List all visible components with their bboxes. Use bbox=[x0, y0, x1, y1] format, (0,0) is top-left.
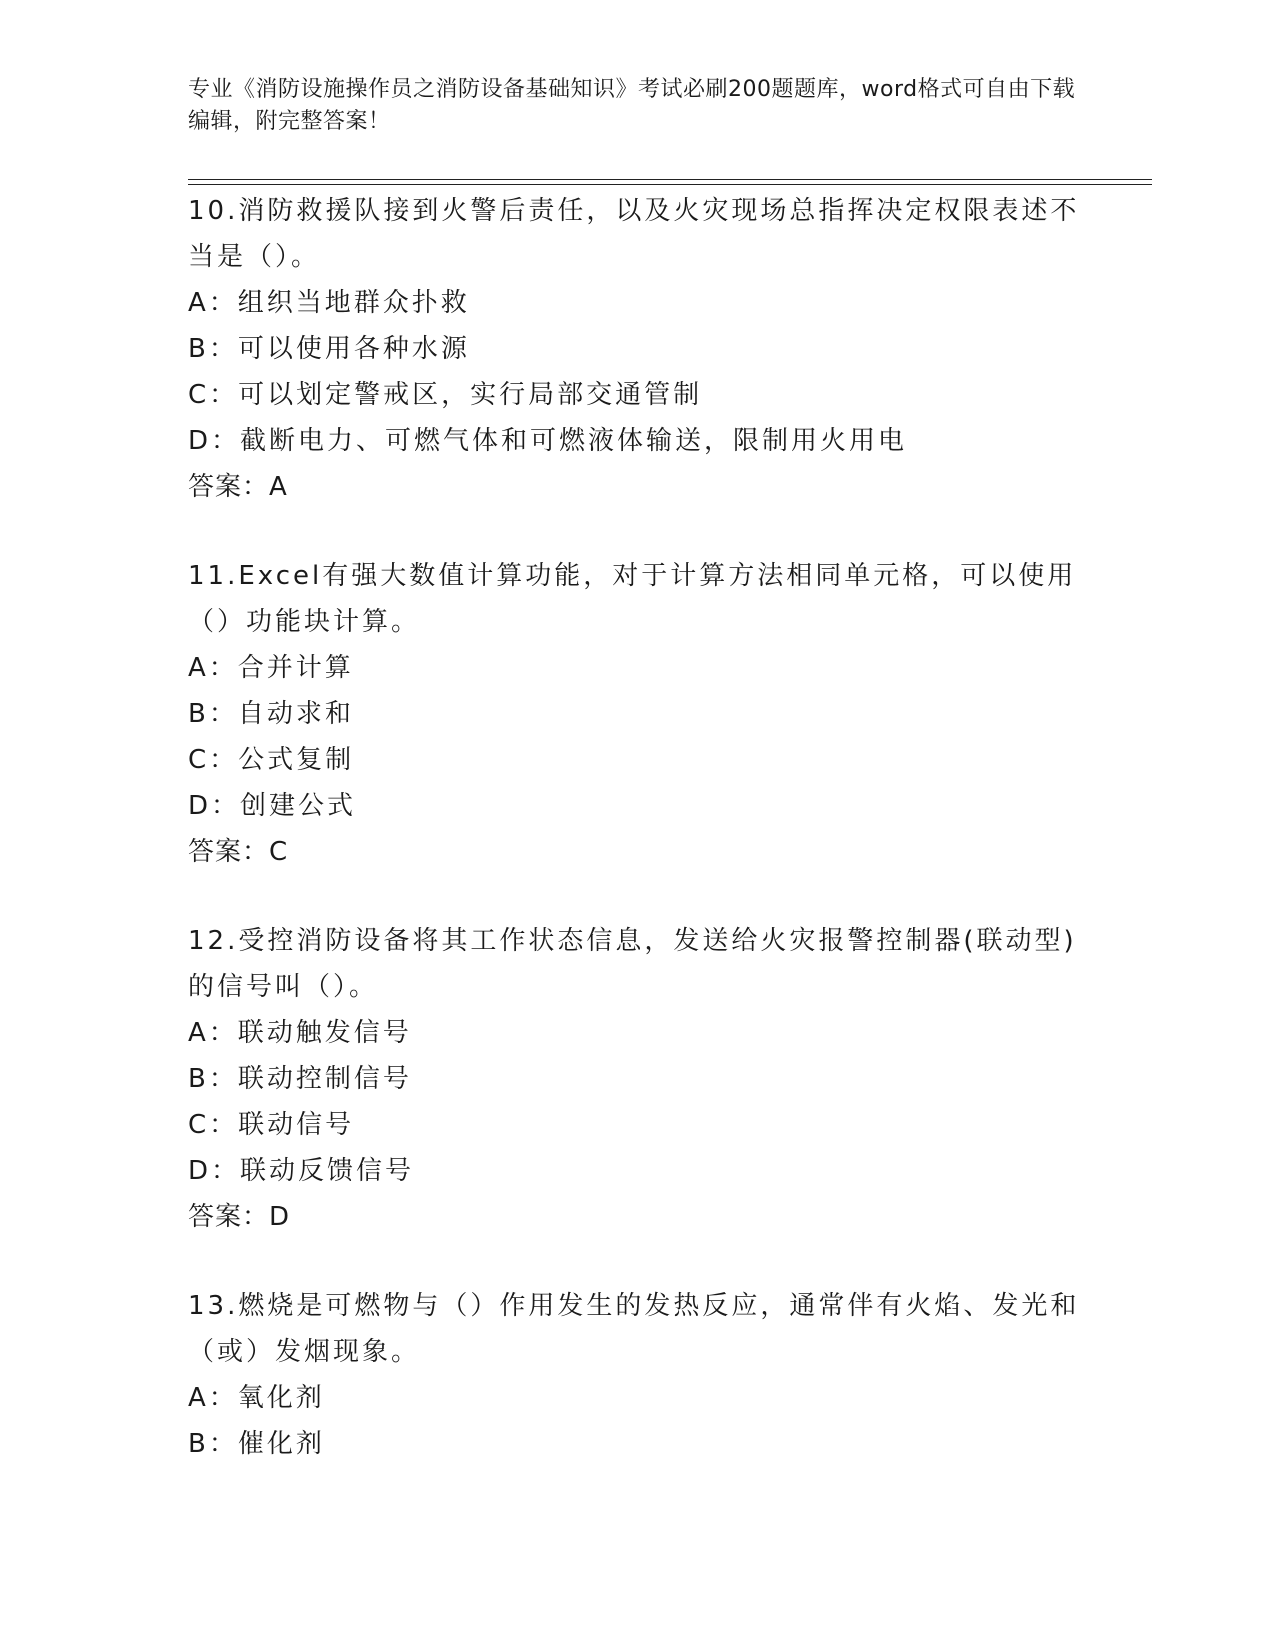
question-12 bbox=[188, 918, 1088, 1240]
header-divider-bottom bbox=[188, 184, 1152, 185]
option-c: C：可以划定警戒区，实行局部交通管制 bbox=[188, 380, 703, 410]
option-c: C：联动信号 bbox=[188, 1110, 355, 1140]
question-10 bbox=[188, 188, 1088, 510]
option-a: A：组织当地群众扑救 bbox=[188, 288, 470, 318]
answer: 答案：A bbox=[188, 472, 288, 502]
answer: 答案：C bbox=[188, 837, 289, 867]
option-b: B：联动控制信号 bbox=[188, 1064, 412, 1094]
question-stem: 11.Excel有强大数值计算功能，对于计算方法相同单元格，可以使用（）功能块计算。 bbox=[188, 561, 1077, 637]
option-c: C：公式复制 bbox=[188, 745, 355, 775]
option-a: A：联动触发信号 bbox=[188, 1018, 412, 1048]
option-b: B：可以使用各种水源 bbox=[188, 334, 470, 364]
question-13 bbox=[188, 1283, 1088, 1467]
answer: 答案：D bbox=[188, 1202, 291, 1232]
option-a: A：合并计算 bbox=[188, 653, 354, 683]
question-stem: 10.消防救援队接到火警后责任，以及火灾现场总指挥决定权限表述不当是（）。 bbox=[188, 196, 1080, 272]
option-b: B：催化剂 bbox=[188, 1429, 325, 1459]
option-a: A：氧化剂 bbox=[188, 1383, 325, 1413]
option-d: D：截断电力、可燃气体和可燃液体输送，限制用火用电 bbox=[188, 426, 908, 456]
question-stem: 13.燃烧是可燃物与（）作用发生的发热反应，通常伴有火焰、发光和（或）发烟现象。 bbox=[188, 1291, 1080, 1367]
option-b: B：自动求和 bbox=[188, 699, 354, 729]
header-divider-top bbox=[188, 179, 1152, 180]
option-d: D：创建公式 bbox=[188, 791, 357, 821]
option-d: D：联动反馈信号 bbox=[188, 1156, 415, 1186]
question-stem: 12.受控消防设备将其工作状态信息，发送给火灾报警控制器(联动型)的信号叫（）。 bbox=[188, 926, 1077, 1002]
question-11 bbox=[188, 553, 1088, 875]
document-header: 专业《消防设施操作员之消防设备基础知识》考试必刷200题题库，word格式可自由下载编辑，附完整答案！ bbox=[188, 77, 1076, 134]
